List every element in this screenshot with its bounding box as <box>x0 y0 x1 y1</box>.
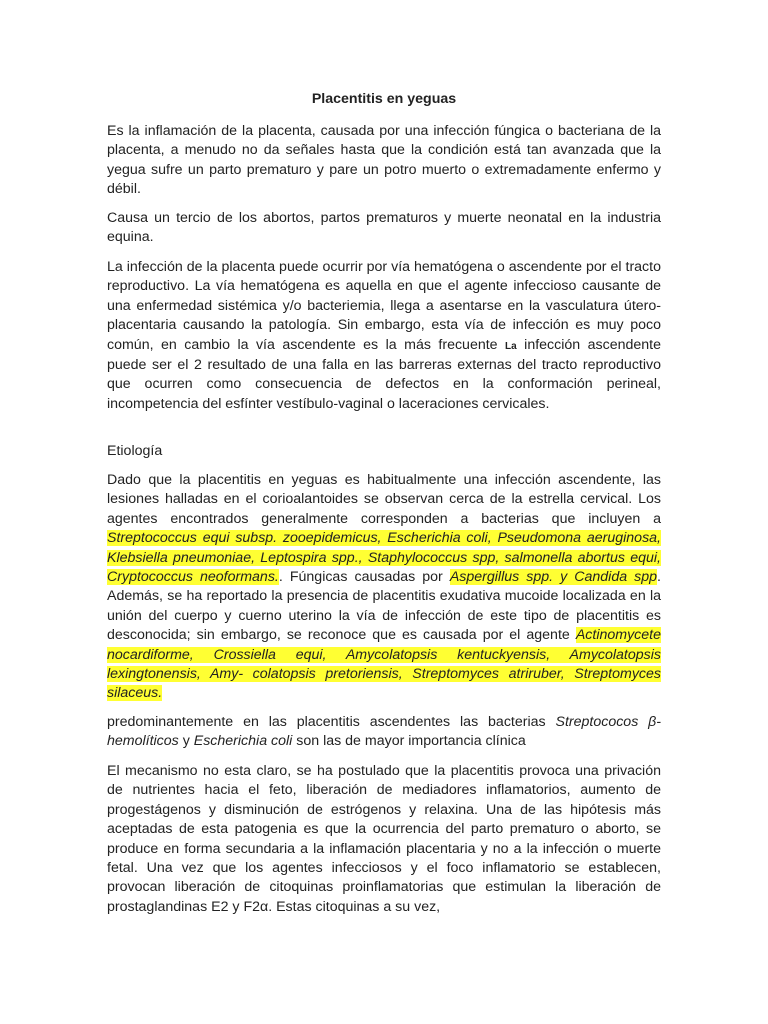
paragraph-mechanism: El mecanismo no esta claro, se ha postulado que la placentitis provoca una privación de nutrientes hacia el feto, liberación de mediadores inflamatorios, aumento de progestágenos y disminución de estrógenos y relaxina. Una de las hipótesis más aceptadas de esta patogenia es que la ocurrencia del parto prematuro o aborto, se produce en forma secundaria a la inflamación placentaria y no a la infección o muerte fetal. Una vez que los agentes infecciosos y el foco inflamatorio se establecen, provocan liberación de citoquinas proinflamatorias que estimulan la liberación de prostaglandinas E2 y F2α. Estas citoquinas a su vez, <box>107 763 661 915</box>
text-span: . Fúngicas causadas por <box>278 569 450 586</box>
italic-species: Streptococos β-hemolíticos <box>107 714 661 750</box>
paragraph-infection-routes <box>107 258 661 414</box>
text-span: son las de mayor importancia clínica <box>292 733 526 750</box>
paragraph-impact: Causa un tercio de los abortos, partos prematuros y muerte neonatal en la industria equina. <box>107 210 661 246</box>
page-title: Placentitis en yeguas <box>311 91 457 107</box>
paragraph-etiology <box>107 471 661 704</box>
text-span: Dado que la placentitis en yeguas es habitualmente una infección ascendente, las lesiones halladas en el corioalantoides se observan cerca de la estrella cervical. Los agentes encontrados generalmente corresponden a bacterias que incluyen a <box>107 472 661 527</box>
italic-species: Escherichia coli <box>193 733 293 750</box>
text-span: La infección de la placenta puede ocurrir por vía hematógena o ascendente por el tracto reproductivo. La vía hematógena es aquella en que el agente infeccioso causante de una enfermedad sistémica y/o bacteriemia, llega a asentarse en la vasculatura útero-placentaria causando la patología. Sin embargo, esta vía de infección es muy poco común, en cambio la vía ascendente es la más frecuente <box>107 259 661 353</box>
text-span-small-bold: La <box>505 340 517 352</box>
section-heading-etiologia: Etiología <box>107 443 163 459</box>
highlighted-fungi-list: Aspergillus spp. y Candida spp <box>449 569 658 586</box>
text-span: predominantemente en las placentitis ascendentes las bacterias <box>107 714 556 730</box>
highlighted-bacteria-list: Streptococcus equi subsp. zooepidemicus, Escherichia coli, Pseudomona aeruginosa, Klebsiella pneumoniae, Leptospira spp., Staphylococcus spp, salmonella abortus equi, Cryptococcus neoformans. <box>107 530 661 586</box>
text-span: . Además, se ha reportado la presencia de placentitis exudativa mucoide localizada en la unión del cuerpo y cuerno uterino la vía de infección de este tipo de placentitis es desconocida; sin embargo, se reconoce que es causada por el agente <box>107 569 661 644</box>
highlighted-actinomycete-list: Actinomycete nocardiforme, Crossiella equi, Amycolatopsis kentuckyensis, Amycolatopsis lexingtonensis, Amy- colatopsis pretoriensis, Streptomyces atriruber, Streptomyces silaceus. <box>107 627 661 702</box>
text-span: y <box>178 733 194 750</box>
paragraph-predominant-bacteria <box>107 713 661 752</box>
text-span: infección ascendente puede ser el 2 resultado de una falla en las barreras externas del tracto reproductivo que ocurren como consecuencia de defectos en la conformación perineal, incompetencia del esfínter vestíbulo-vaginal o laceraciones cervicales. <box>107 336 661 412</box>
paragraph-definition: Es la inflamación de la placenta, causada por una infección fúngica o bacteriana de la placenta, a menudo no da señales hasta que la condición está tan avanzada que la yegua sufre un parto prematuro y pare un potro muerto o extremadamente enfermo y débil. <box>107 123 661 198</box>
